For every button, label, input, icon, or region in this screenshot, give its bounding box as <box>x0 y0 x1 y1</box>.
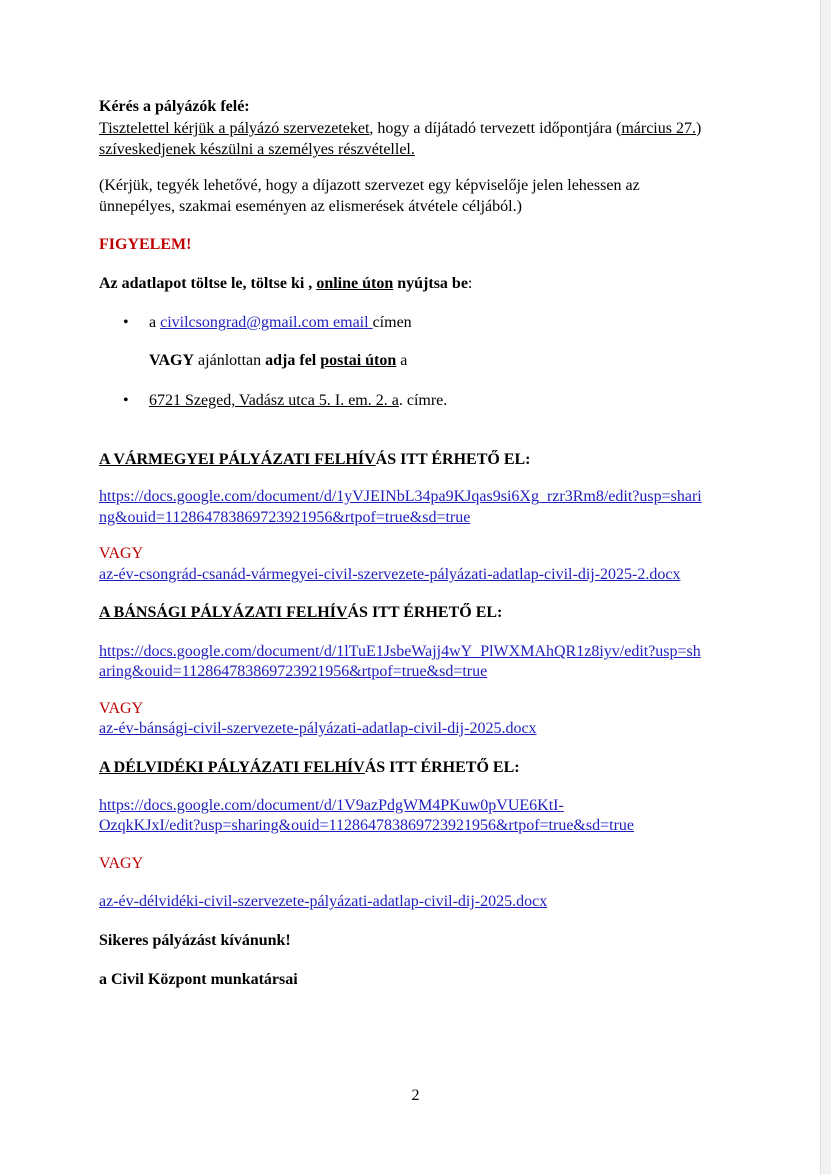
heading-underlined: A VÁRMEGYEI PÁLYÁZATI FELHÍV <box>99 451 376 468</box>
request-text: , hogy a díjátadó tervezett időpontjára ( <box>369 120 622 137</box>
email-word-link[interactable]: email <box>329 314 373 331</box>
url-bansagi-line-2[interactable]: aring&ouid=112864783869723921956&rtpof=true&sd=true <box>99 663 488 680</box>
url-delvideki-line-1[interactable]: https://docs.google.com/document/d/1V9azPdgWM4PKuw0pVUE6KtI- <box>99 797 564 814</box>
instr-text-2: nyújtsa be <box>393 275 468 292</box>
or-post-d: a <box>396 352 408 369</box>
request-text-end: ) <box>695 120 702 137</box>
closing: Sikeres pályázást kívánunk! <box>99 932 291 949</box>
request-title: Kérés a pályázók felé: <box>99 98 250 115</box>
instructions <box>99 274 472 294</box>
postal-route: postai úton <box>320 352 397 369</box>
heading-rest: ÁS ITT ÉRHETŐ EL: <box>375 451 531 468</box>
note-line-2: ünnepélyes, szakmai eseményen az elismerések átvétele céljából.) <box>99 198 522 215</box>
section-heading-varmegyei <box>99 450 531 470</box>
page-edge <box>820 0 831 1174</box>
file-link-bansagi[interactable]: az-év-bánsági-civil-szervezete-pályázati-adatlap-civil-dij-2025.docx <box>99 720 537 737</box>
or-post-line <box>149 351 407 371</box>
email-link[interactable]: civilcsongrad@gmail.com <box>160 314 330 331</box>
address-post: . címre. <box>398 392 448 409</box>
url-bansagi-line-1[interactable]: https://docs.google.com/document/d/1lTuE1JsbeWajj4wY_PlWXMAhQR1z8iyv/edit?usp=sh <box>99 643 701 660</box>
file-link-varmegyei[interactable]: az-év-csongrád-csanád-vármegyei-civil-szervezete-pályázati-adatlap-civil-dij-2025-2.docx <box>99 566 681 583</box>
heading-rest: ÁS ITT ÉRHETŐ EL: <box>347 604 503 621</box>
or-post-a: ajánlottan <box>194 352 266 369</box>
award-date: március 27. <box>621 120 696 137</box>
or-label: VAGY <box>99 545 144 562</box>
note-line-1: (Kérjük, tegyék lehetővé, hogy a díjazott szervezet egy képviselője jelen lehessen az <box>99 177 640 194</box>
request-underlined: Tisztelettel kérjük a pályázó szervezeteket <box>99 120 370 137</box>
or-text: VAGY <box>149 352 195 369</box>
or-post-b: adja fel <box>265 352 317 369</box>
url-varmegyei-line-2[interactable]: ng&ouid=112864783869723921956&rtpof=true&sd=true <box>99 509 471 526</box>
or-label: VAGY <box>99 855 144 872</box>
bullet-address <box>149 391 447 411</box>
instr-online: online úton <box>316 275 394 292</box>
file-link-delvideki[interactable]: az-év-délvidéki-civil-szervezete-pályázati-adatlap-civil-dij-2025.docx <box>99 893 548 910</box>
or-label: VAGY <box>99 700 144 717</box>
heading-underlined: A DÉLVIDÉKI PÁLYÁZATI FELHÍV <box>99 759 365 776</box>
page-number: 2 <box>411 1087 420 1104</box>
heading-rest: ÁS ITT ÉRHETŐ EL: <box>364 759 520 776</box>
instr-colon: : <box>467 275 473 292</box>
instr-text: Az adatlapot töltse le, töltse ki , <box>99 275 317 292</box>
email-pre: a <box>149 314 161 331</box>
bullet-email <box>149 313 412 333</box>
address: 6721 Szeged, Vadász utca 5. I. em. 2. a <box>149 392 399 409</box>
section-heading-bansagi <box>99 603 502 623</box>
email-post: címen <box>372 314 412 331</box>
request-line-1 <box>99 119 701 139</box>
bullet-icon: • <box>123 314 129 331</box>
attention-heading: FIGYELEM! <box>99 236 192 253</box>
signature: a Civil Központ munkatársai <box>99 971 298 988</box>
bullet-icon: • <box>123 392 129 409</box>
url-delvideki-line-2[interactable]: OzqkKJxI/edit?usp=sharing&ouid=112864783869723921956&rtpof=true&sd=true <box>99 817 634 834</box>
url-varmegyei-line-1[interactable]: https://docs.google.com/document/d/1yVJEINbL34pa9KJqas9si6Xg_rzr3Rm8/edit?usp=shari <box>99 488 702 505</box>
section-heading-delvideki <box>99 758 520 778</box>
heading-underlined: A BÁNSÁGI PÁLYÁZATI FELHÍV <box>99 604 348 621</box>
request-line-2: szíveskedjenek készülni a személyes részvétellel. <box>99 141 415 158</box>
